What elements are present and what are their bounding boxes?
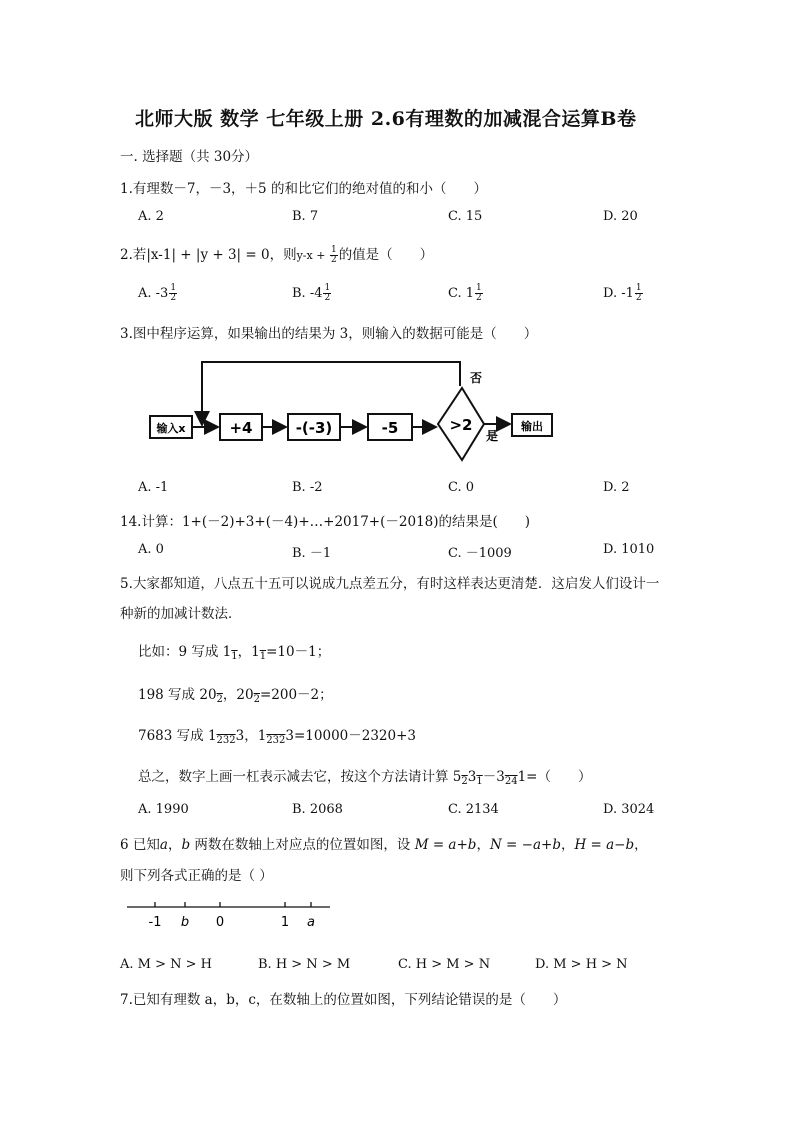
branch-no-label: 否 bbox=[470, 371, 483, 385]
q6-option-b[interactable]: B. H > N > M bbox=[258, 957, 351, 972]
q4-option-c[interactable]: C. －1009 bbox=[448, 546, 512, 561]
q1-option-d[interactable]: D. 20 bbox=[603, 209, 638, 224]
q2-expr: y-x + bbox=[296, 249, 329, 262]
q5-example-2: 198 写成 $20_2$，$20_2=200-2$； bbox=[138, 687, 333, 705]
q2-pre: 2.若|x-1| + |y + 3| = 0，则 bbox=[120, 247, 297, 263]
q6-option-d[interactable]: D. M > H > N bbox=[535, 957, 628, 972]
output-label: 输出 bbox=[521, 420, 543, 433]
q5-option-c[interactable]: C. 2134 bbox=[448, 802, 499, 817]
step-plus4-label: +4 bbox=[229, 419, 253, 437]
q3-flowchart bbox=[140, 352, 570, 467]
step-minus-neg3-label: -(-3) bbox=[295, 419, 333, 437]
section-heading: 一. 选择题（共 30分） bbox=[120, 149, 259, 165]
axis-label-a: a bbox=[307, 915, 315, 930]
branch-yes-label: 是 bbox=[486, 429, 499, 443]
q2-option-d[interactable]: D. -1 $\frac{1}{2}$ bbox=[603, 283, 642, 303]
q2-option-b[interactable]: B. -4 $\frac{1}{2}$ bbox=[292, 283, 331, 303]
q5-option-d[interactable]: D. 3024 bbox=[603, 802, 655, 817]
q6-option-c[interactable]: C. H > M > N bbox=[398, 957, 491, 972]
question-5-line2: 种新的加减计数法． bbox=[120, 606, 242, 622]
question-2 bbox=[120, 243, 433, 265]
condition-label: >2 bbox=[449, 416, 473, 434]
q4-option-a[interactable]: A. 0 bbox=[138, 542, 164, 557]
q3-option-c[interactable]: C. 0 bbox=[448, 480, 475, 495]
question-4: 14.计算：1+(－2)+3+(－4)+…+2017+(－2018)的结果是( ) bbox=[120, 514, 531, 530]
input-label: 输入x bbox=[156, 422, 186, 435]
q2-option-a[interactable]: A. -3 $\frac{1}{2}$ bbox=[138, 283, 177, 303]
q2-fraction: $\frac{1}{2}$ bbox=[330, 245, 337, 265]
axis-label-1: 1 bbox=[280, 915, 290, 930]
question-1: 1.有理数－7，－3，＋5 的和比它们的绝对值的和小（ ） bbox=[120, 181, 487, 197]
question-6-line2: 则下列各式正确的是（ ） bbox=[120, 868, 273, 884]
question-6-line1: 6 已知a，b 两数在数轴上对应点的位置如图，设 M = a+b，N = −a+b，H = a−b， bbox=[120, 837, 648, 853]
q1-option-c[interactable]: C. 15 bbox=[448, 209, 483, 224]
q2-post: 的值是（ ） bbox=[338, 247, 434, 263]
axis-label-neg1: -1 bbox=[148, 915, 162, 930]
q3-option-d[interactable]: D. 2 bbox=[603, 480, 630, 495]
axis-label-0: 0 bbox=[215, 915, 225, 930]
q2-option-c[interactable]: C. 1 $\frac{1}{2}$ bbox=[448, 283, 482, 303]
q5-example-3: 7683 写成 $1_{232}3$，$1_{232}3=10000-2320+3$ bbox=[138, 728, 417, 746]
q4-option-d[interactable]: D. 1010 bbox=[603, 542, 655, 557]
question-7: 7.已知有理数 a，b，c，在数轴上的位置如图，下列结论错误的是（ ） bbox=[120, 992, 567, 1008]
q5-summary: 总之，数字上画一杠表示减去它，按这个方法请计算 $5_23_1-3_{24}1=$（ ） bbox=[138, 769, 592, 787]
q3-option-b[interactable]: B. -2 bbox=[292, 480, 323, 495]
q4-option-b[interactable]: B. －1 bbox=[292, 546, 332, 561]
q6-number-line bbox=[125, 900, 335, 935]
q6-option-a[interactable]: A. M > N > H bbox=[120, 957, 212, 972]
q3-option-a[interactable]: A. -1 bbox=[138, 480, 169, 495]
q5-example-1: 比如：9 写成 $1_1$，$1_1=10-1$； bbox=[138, 644, 331, 662]
q5-option-a[interactable]: A. 1990 bbox=[138, 802, 189, 817]
q1-option-a[interactable]: A. 2 bbox=[138, 209, 164, 224]
q1-option-b[interactable]: B. 7 bbox=[292, 209, 319, 224]
step-minus5-label: -5 bbox=[381, 419, 399, 437]
question-5-line1: 5.大家都知道，八点五十五可以说成九点差五分，有时这样表达更清楚．这启发人们设计一 bbox=[120, 576, 660, 592]
question-3: 3.图中程序运算，如果输出的结果为 3，则输入的数据可能是（ ） bbox=[120, 326, 538, 342]
axis-label-b: b bbox=[180, 915, 190, 930]
q5-option-b[interactable]: B. 2068 bbox=[292, 802, 343, 817]
page-title: 北师大版 数学 七年级上册 2.6有理数的加减混合运算B卷 bbox=[135, 108, 637, 130]
